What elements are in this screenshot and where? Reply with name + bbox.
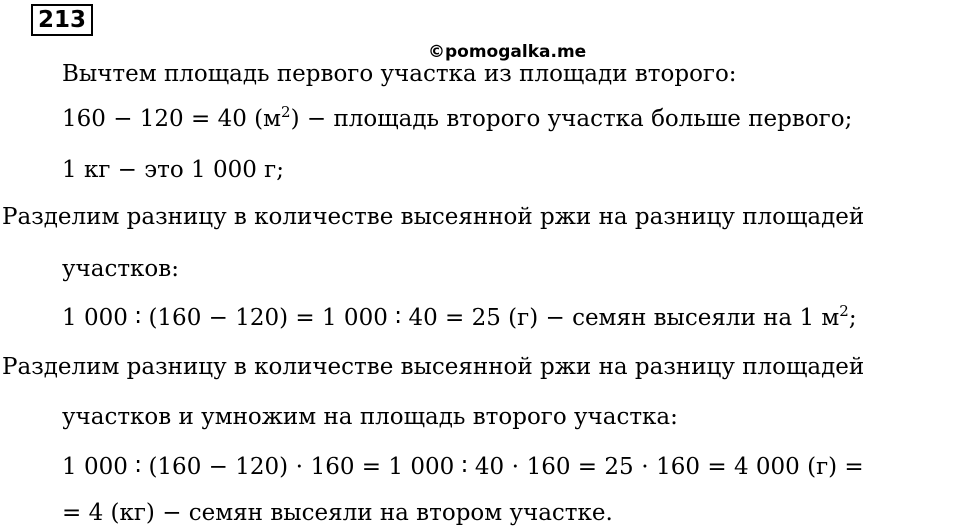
text-line: 1 000 ∶ (160 − 120) ⋅ 160 = 1 000 ∶ 40 ⋅ 160 = 25 ⋅ 160 = 4 000 (г) = (62, 454, 864, 480)
text-line: = 4 (кг) − семян высеяли на втором участке. (62, 500, 613, 526)
line-part: 1 000 ∶ (160 − 120) = 1 000 ∶ 40 = 25 (г) − семян высеяли на 1 м (62, 305, 840, 331)
text-line: Разделим разницу в количестве высеянной ржи на разницу площадей (2, 354, 865, 380)
text-line: участков и умножим на площадь второго участка: (62, 404, 678, 430)
line-part: ; (848, 305, 857, 331)
problem-number: 213 (31, 4, 93, 36)
text-line: Вычтем площадь первого участка из площади второго: (62, 61, 737, 87)
text-line (62, 104, 852, 134)
text-line: 1 кг − это 1 000 г; (62, 157, 284, 183)
text-line: Разделим разницу в количестве высеянной ржи на разницу площадей (2, 204, 865, 230)
line-part: ) − площадь второго участка больше первого; (290, 106, 853, 132)
text-line (62, 303, 857, 333)
watermark: ©pomogalka.me (428, 42, 587, 62)
line-part: 160 − 120 = 40 (м (62, 106, 282, 132)
text-line: участков: (62, 256, 179, 282)
superscript: 2 (281, 103, 291, 121)
superscript: 2 (839, 302, 849, 320)
